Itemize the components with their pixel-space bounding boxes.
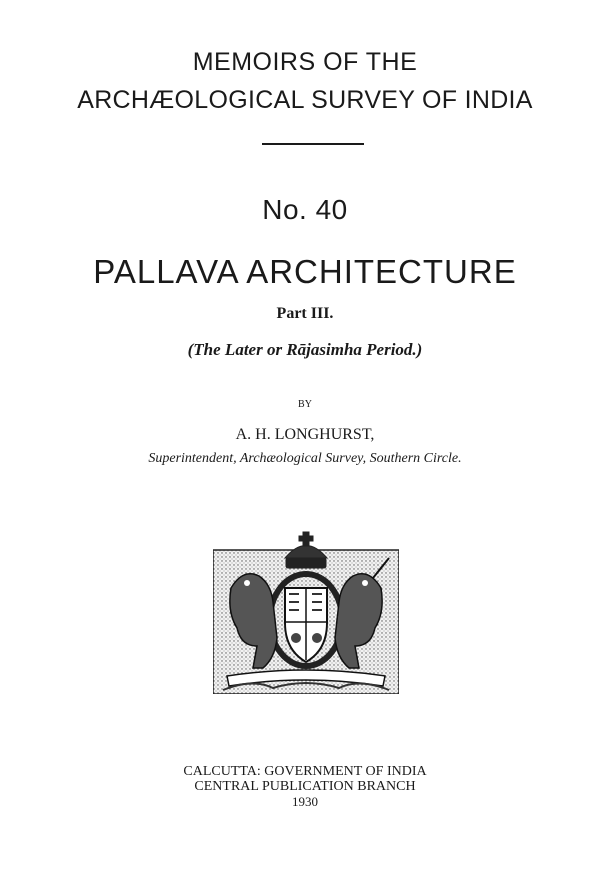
publication-year: 1930 bbox=[292, 794, 318, 809]
book-title: PALLAVA ARCHITECTURE bbox=[93, 253, 517, 290]
author-name: A. H. LONGHURST, bbox=[235, 426, 375, 443]
period-subtitle: (The Later or Rājasimha Period.) bbox=[187, 340, 423, 359]
author-role: Superintendent, Archæological Survey, Southern Circle. bbox=[148, 451, 462, 466]
publisher-block bbox=[0, 764, 610, 809]
series-title-line-1: MEMOIRS OF THE bbox=[192, 48, 418, 76]
royal-coat-of-arms-icon bbox=[213, 528, 399, 694]
by-label: BY bbox=[298, 399, 312, 410]
publisher-line-1: CALCUTTA: GOVERNMENT OF INDIA bbox=[183, 764, 427, 779]
series-title-line-2: ARCHÆOLOGICAL SURVEY OF INDIA bbox=[77, 86, 533, 114]
divider-rule bbox=[262, 143, 364, 145]
publisher-line-2: CENTRAL PUBLICATION BRANCH bbox=[194, 779, 416, 794]
memoir-number: No. 40 bbox=[262, 194, 348, 225]
part-label: Part III. bbox=[276, 305, 334, 322]
